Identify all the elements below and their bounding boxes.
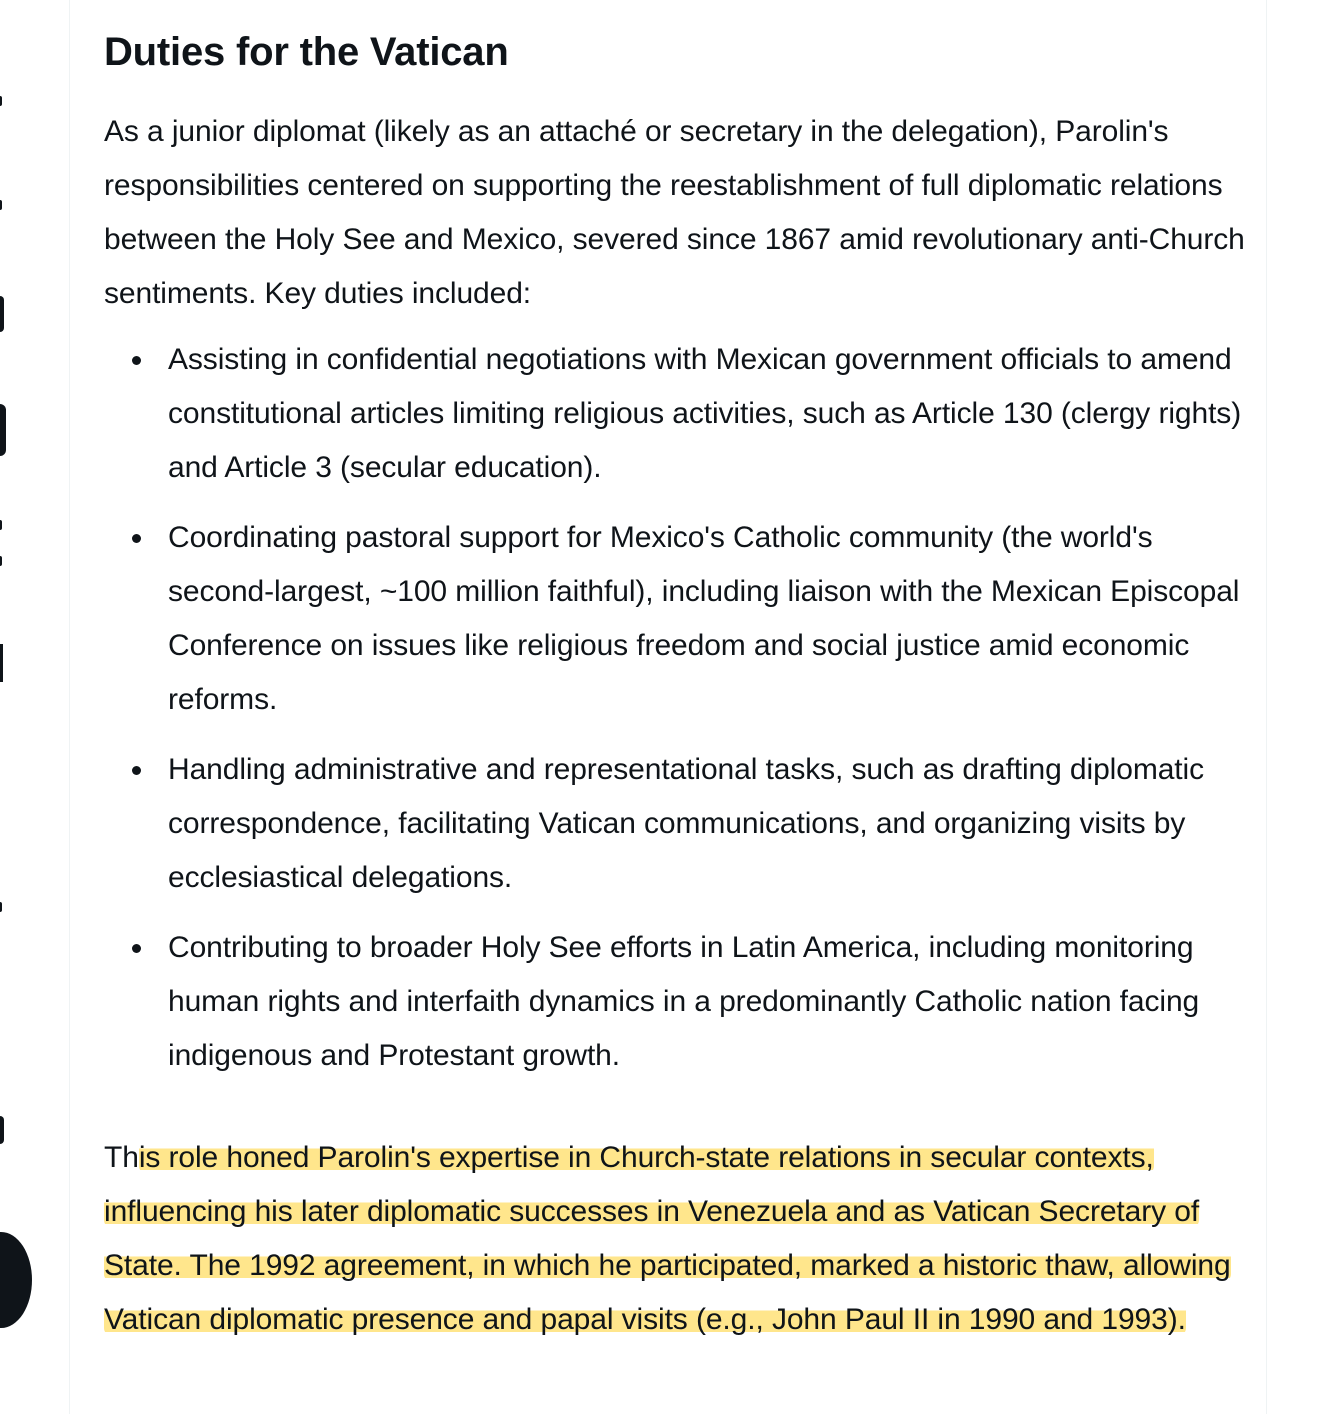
duty-text: Coordinating pastoral support for Mexico's Catholic community (the world's second-largest, ~100 million faithful), including liaison with the Mexican Episcopal Conference on issues like religious freedom and social justice amid economic reforms. — [168, 521, 1240, 716]
sidebar-icon-fragment[interactable] — [0, 404, 6, 456]
sidebar-icon-fragment[interactable] — [0, 520, 2, 530]
list-item — [104, 743, 1254, 905]
section-heading: Duties for the Vatican — [104, 30, 509, 74]
closing-paragraph — [104, 1131, 1254, 1347]
sidebar-icon-fragment[interactable] — [0, 96, 2, 106]
profile-avatar[interactable] — [0, 1232, 32, 1328]
bullet-icon — [132, 534, 141, 543]
closing-lead: Th — [104, 1141, 139, 1174]
duty-text: Contributing to broader Holy See efforts in Latin America, including monitoring human rights and interfaith dynamics in a predominantly Catholic nation facing indigenous and Protestant growth. — [168, 931, 1200, 1072]
sidebar-icon-fragment[interactable] — [0, 556, 2, 566]
sidebar-icon-fragment[interactable] — [0, 200, 2, 210]
list-item — [104, 921, 1254, 1083]
bullet-icon — [132, 944, 141, 953]
response-content — [104, 24, 1254, 1347]
intro-paragraph: As a junior diplomat (likely as an attaché or secretary in the delegation), Parolin's responsibilities centered on supporting the reestablishment of full diplomatic relations between the Holy See and Mexico, severed since 1867 amid revolutionary anti-Church sentiments. Key duties included: — [104, 115, 1245, 310]
list-item — [104, 333, 1254, 495]
sidebar-icon-fragment[interactable] — [0, 644, 3, 682]
sidebar-icon-fragment[interactable] — [0, 296, 4, 332]
sidebar-icon-fragment[interactable] — [0, 1116, 4, 1144]
bullet-icon — [132, 356, 141, 365]
bullet-icon — [132, 766, 141, 775]
left-sidebar-edge — [0, 0, 40, 1414]
duties-list — [104, 333, 1254, 1083]
duty-text: Assisting in confidential negotiations with Mexican government officials to amend constitutional articles limiting religious activities, such as Article 130 (clergy rights) and Article 3 (secular education). — [168, 343, 1242, 484]
duty-text: Handling administrative and representational tasks, such as drafting diplomatic correspondence, facilitating Vatican communications, and organizing visits by ecclesiastical delegations. — [168, 753, 1204, 894]
highlighted-text: is role honed Parolin's expertise in Church-state relations in secular contexts, influencing his later diplomatic successes in Venezuela and as Vatican Secretary of State. The 1992 agreement, in which he participated, marked a historic thaw, allowing Vatican diplomatic presence and papal visits (e.g., John Paul II in 1990 and 1993). — [104, 1141, 1231, 1336]
content-column — [69, 0, 1267, 1414]
sidebar-icon-fragment[interactable] — [0, 902, 2, 912]
list-item — [104, 511, 1254, 727]
